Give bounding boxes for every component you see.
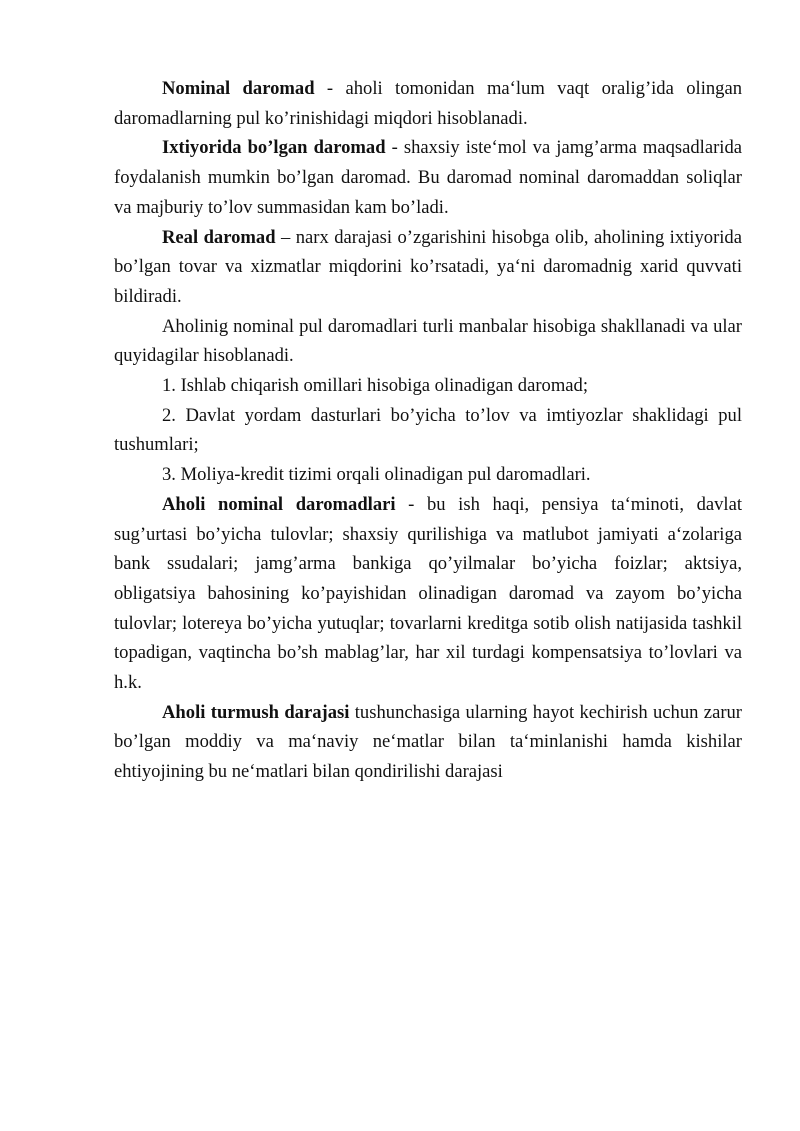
document-page (114, 74, 742, 787)
paragraph-nominal-daromad (114, 74, 742, 133)
paragraph-intro-sources (114, 312, 742, 371)
term-nominal-daromad: Nominal daromad (162, 78, 315, 99)
paragraph-text: tushunchasiga ularning hayot kechirish uchun zarur bo’lgan moddiy va ma‘naviy ne‘matlar bilan ta‘minlanishi hamda kishilar ehtiyojining bu ne‘matlari bilan qondirilishi darajasi (114, 701, 742, 783)
paragraph-text: – narx darajasi o’zgarishini hisobga olib, aholining ixtiyorida bo’lgan tovar va xizmatlar miqdorini ko’rsatadi, ya‘ni daromadnig xarid quvvati bildiradi. (114, 226, 742, 307)
paragraph-ixtiyorida-daromad (114, 133, 742, 222)
paragraph-text: - bu ish haqi, pensiya ta‘minoti, davlat sug’urtasi bo’yicha tulovlar; shaxsiy qurilishiga va matlubot jamiyati a‘zolariga bank ssudalari; jamg’arma bankiga qo’yilmalar bo’yicha foizlar; aktsiya, obligatsiya bahosining ko’payishidan olinadigan daromad va zayom bo’yicha tulovlar; lotereya bo’yicha yutuqlar; tovarlarni kreditga sotib olish natijasida tashkil topadigan, vaqtincha bo’sh mablag’lar, har xil turdagi kompensatsiya to’lovlari va h.k. (114, 493, 743, 694)
list-item-3 (114, 460, 742, 490)
paragraph-text: - aholi tomonidan ma‘lum vaqt oralig’ida olingan daromadlarning pul ko’rinishidagi miqdori hisoblanadi. (114, 78, 742, 129)
list-item-1 (114, 371, 742, 401)
list-item-text: 2. Davlat yordam dasturlari bo’yicha to’lov va imtiyozlar shaklidagi pul tushumlari; (114, 404, 742, 456)
list-item-text: 1. Ishlab chiqarish omillari hisobiga olinadigan daromad; (162, 375, 589, 397)
paragraph-aholi-nominal-daromadlari (114, 490, 742, 698)
paragraph-text: - shaxsiy iste‘mol va jamg’arma maqsadlarida foydalanish mumkin bo’lgan daromad. Bu daromad nominal daromaddan soliqlar va majburiy to’lov summasidan kam bo’ladi. (114, 137, 742, 218)
term-aholi-nominal-daromadlari: Aholi nominal daromadlari (162, 493, 396, 515)
paragraph-real-daromad (114, 223, 742, 312)
term-real-daromad: Real daromad (162, 226, 276, 248)
paragraph-aholi-turmush-darajasi (114, 698, 742, 787)
list-item-text: 3. Moliya-kredit tizimi orqali olinadigan pul daromadlari. (162, 464, 591, 486)
term-aholi-turmush-darajasi: Aholi turmush darajasi (162, 701, 350, 723)
paragraph-text: Aholinig nominal pul daromadlari turli manbalar hisobiga shakllanadi va ular quyidagilar hisoblanadi. (114, 315, 742, 367)
list-item-2 (114, 401, 742, 460)
term-ixtiyorida-daromad: Ixtiyorida bo’lgan daromad (162, 137, 386, 159)
